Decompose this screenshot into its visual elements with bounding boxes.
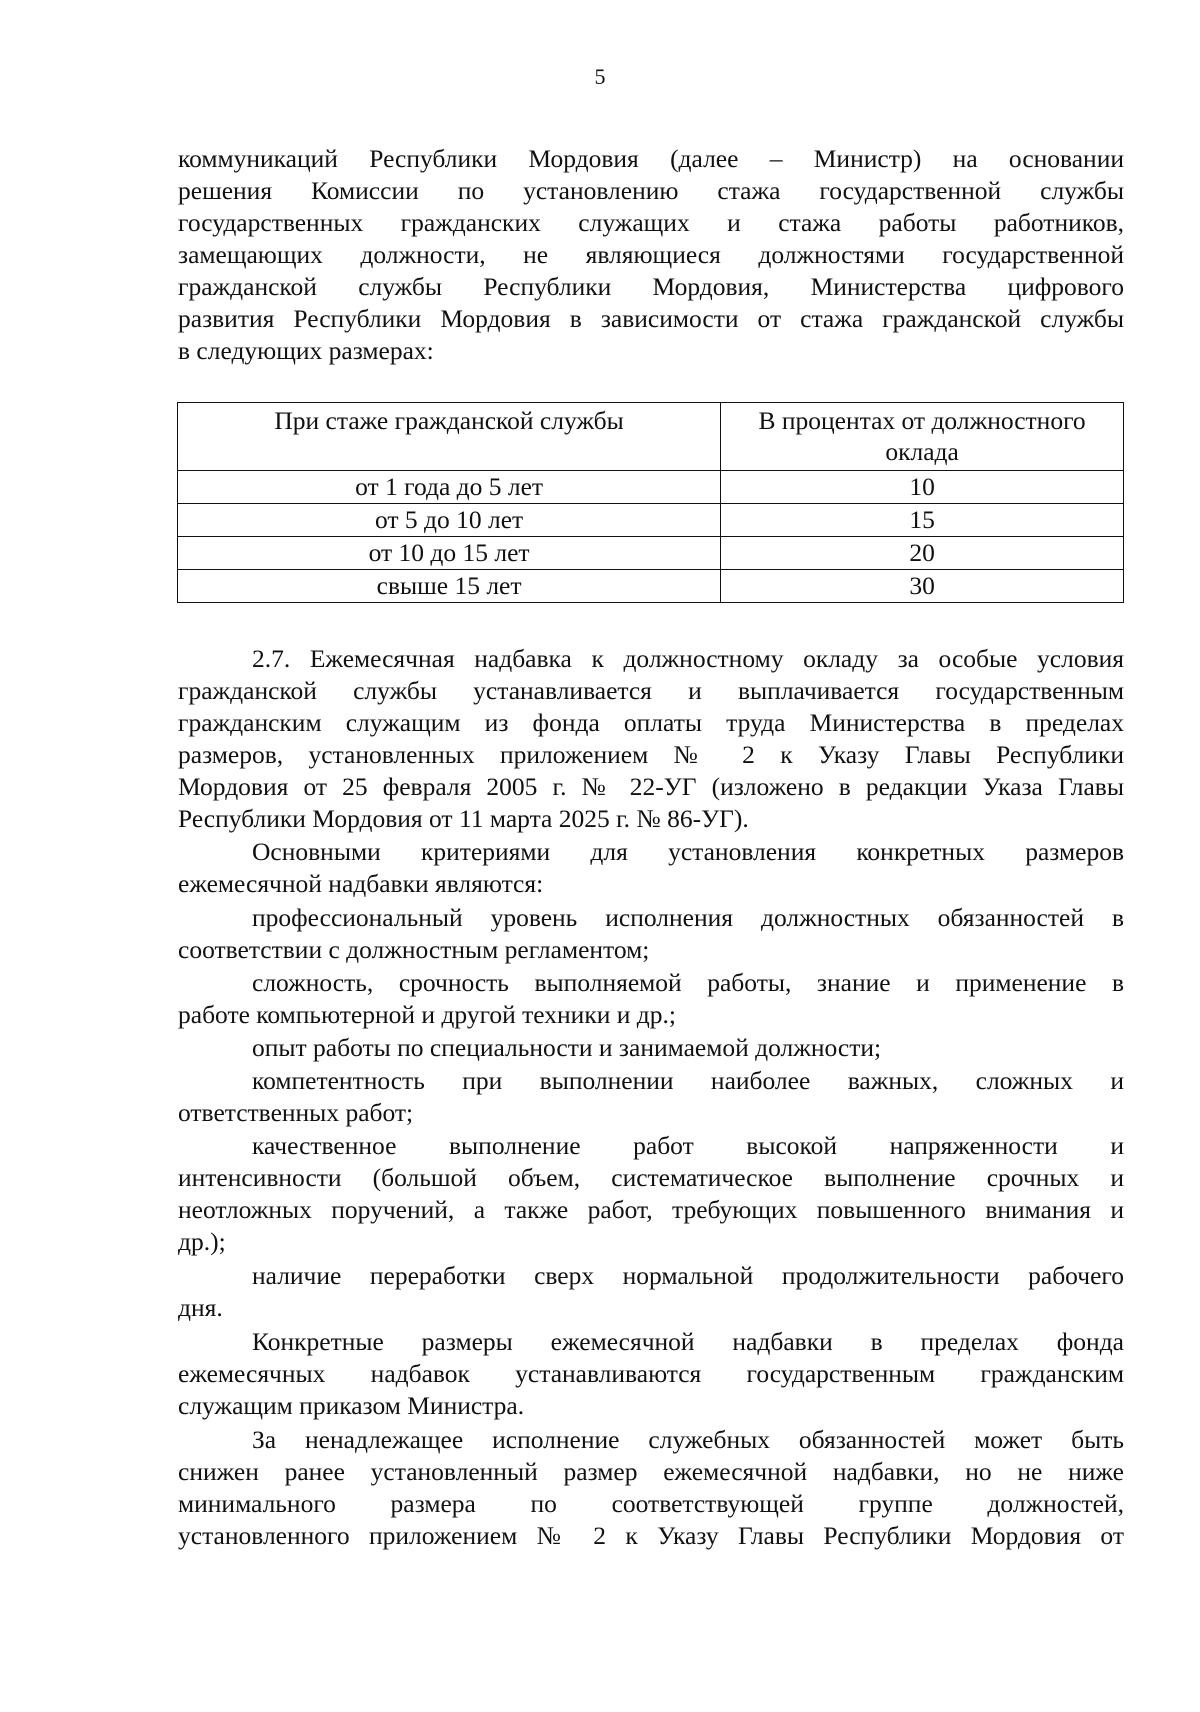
paragraph-line: решения Комиссии по установлению стажа государственной службы — [178, 176, 1124, 205]
table-cell-percent: 15 — [721, 504, 1124, 537]
table-row — [178, 471, 1124, 504]
table-row — [178, 570, 1124, 603]
paragraph-line: Республики Мордовия от 11 марта 2025 г. № 86-УГ). — [178, 804, 749, 833]
table-header-percent: В процентах от должностного оклада — [721, 403, 1124, 471]
paragraph-line: установленного приложением № 2 к Указу Главы Республики Мордовия от — [178, 1521, 1124, 1550]
page-number: 5 — [594, 64, 606, 89]
criteria-item-line: сложность, срочность выполняемой работы, знание и применение в — [252, 968, 1124, 997]
table-cell-percent: 10 — [721, 471, 1124, 504]
criteria-item-line: интенсивности (большой объем, систематическое выполнение срочных и — [178, 1163, 1124, 1192]
paragraph-line: гражданской службы устанавливается и выплачивается государственным — [178, 676, 1124, 705]
criteria-item-line: соответствии с должностным регламентом; — [178, 935, 650, 964]
criteria-item-line: компетентность при выполнении наиболее важных, сложных и — [252, 1066, 1124, 1095]
paragraph-line: размеров, установленных приложением № 2 к Указу Главы Республики — [178, 740, 1124, 769]
table-cell-service-length: свыше 15 лет — [178, 570, 721, 603]
paragraph-line: ежемесячной надбавки являются: — [178, 869, 544, 898]
paragraph-line: гражданским служащим из фонда оплаты труда Министерства в пределах — [178, 708, 1124, 737]
table-cell-service-length: от 1 года до 5 лет — [178, 471, 721, 504]
criteria-item-line: др.); — [178, 1227, 226, 1256]
criteria-item-line: качественное выполнение работ высокой напряженности и — [252, 1131, 1124, 1160]
table-header-service-length: При стаже гражданской службы — [178, 403, 721, 471]
paragraph-line: снижен ранее установленный размер ежемесячной надбавки, но не ниже — [178, 1457, 1124, 1486]
paragraph-line: в следующих размерах: — [178, 336, 434, 365]
table-row — [178, 537, 1124, 570]
paragraph-line: Конкретные размеры ежемесячной надбавки в пределах фонда — [252, 1327, 1124, 1356]
paragraph-line: замещающих должности, не являющиеся должностями государственной — [178, 240, 1124, 269]
criteria-item-line: профессиональный уровень исполнения должностных обязанностей в — [252, 903, 1124, 932]
criteria-item-line: наличие переработки сверх нормальной продолжительности рабочего — [252, 1261, 1124, 1290]
criteria-item-line: опыт работы по специальности и занимаемой должности; — [252, 1033, 882, 1062]
paragraph-line: За ненадлежащее исполнение служебных обязанностей может быть — [252, 1425, 1124, 1454]
criteria-item-line: ответственных работ; — [178, 1098, 414, 1127]
paragraph-line: ежемесячных надбавок устанавливаются государственным гражданским — [178, 1359, 1124, 1388]
table-row — [178, 504, 1124, 537]
table-cell-service-length: от 10 до 15 лет — [178, 537, 721, 570]
table-header-row — [178, 403, 1124, 471]
paragraph-line: Мордовия от 25 февраля 2005 г. № 22-УГ (изложено в редакции Указа Главы — [178, 772, 1124, 801]
table-cell-percent: 20 — [721, 537, 1124, 570]
table-cell-service-length: от 5 до 10 лет — [178, 504, 721, 537]
paragraph-line: Основными критериями для установления конкретных размеров — [252, 837, 1124, 866]
paragraph-line: 2.7. Ежемесячная надбавка к должностному окладу за особые условия — [252, 644, 1124, 673]
criteria-item-line: работе компьютерной и другой техники и др.; — [178, 1000, 676, 1029]
table-cell-percent: 30 — [721, 570, 1124, 603]
paragraph-line: коммуникаций Республики Мордовия (далее – Министр) на основании — [178, 144, 1124, 173]
paragraph-line: государственных гражданских служащих и стажа работы работников, — [178, 208, 1124, 237]
service-length-table — [177, 402, 1124, 603]
paragraph-line: развития Республики Мордовия в зависимости от стажа гражданской службы — [178, 304, 1124, 333]
paragraph-line: минимального размера по соответствующей группе должностей, — [178, 1489, 1124, 1518]
paragraph-line: гражданской службы Республики Мордовия, Министерства цифрового — [178, 272, 1124, 301]
paragraph-line: служащим приказом Министра. — [178, 1391, 525, 1420]
criteria-item-line: дня. — [178, 1293, 223, 1322]
criteria-item-line: неотложных поручений, а также работ, требующих повышенного внимания и — [178, 1195, 1124, 1224]
